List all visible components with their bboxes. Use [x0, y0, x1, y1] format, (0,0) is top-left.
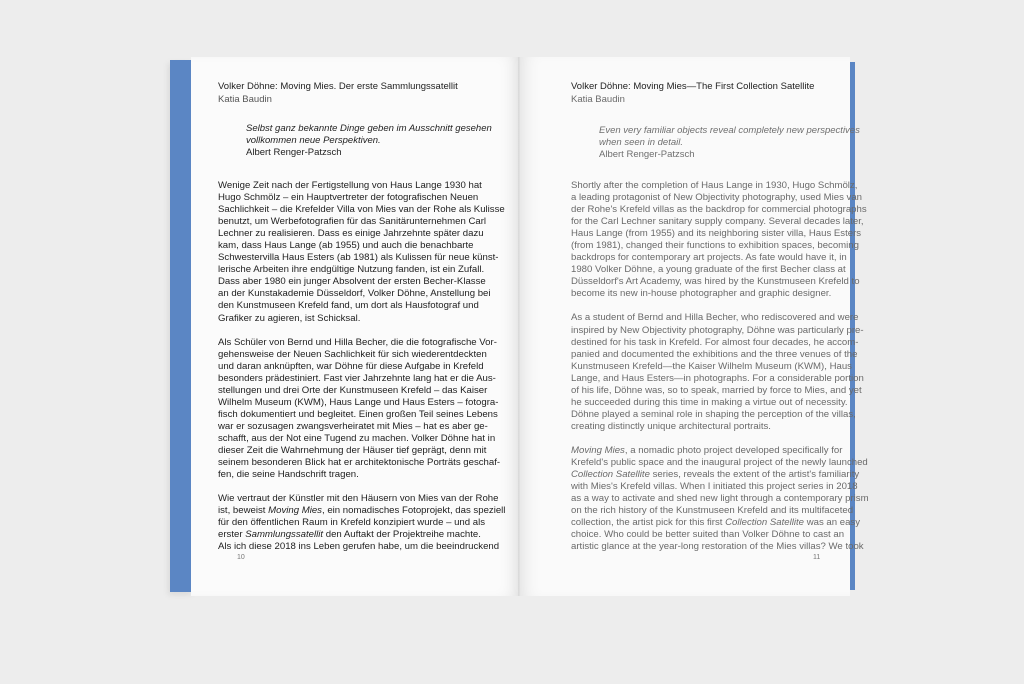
text-line: for the Carl Lechner sanitary supply company. Several decades later,	[571, 216, 864, 228]
text-line: 1980 Volker Döhne, a young graduate of the first Becher class at	[571, 264, 846, 276]
text-line: schafft, aus der Not eine Tugend zu machen. Volker Döhne hat in	[218, 432, 496, 444]
text-line: benutzt, um Werbefotografien für das Sanitärunternehmen Carl	[218, 216, 487, 228]
text-line: artistic glance at the year-long restoration of the Mies villas? We took	[571, 541, 864, 553]
text-line: für den öffentlichen Raum in Krefeld konzipiert wurde – und als	[218, 517, 486, 529]
page-author: Katia Baudin	[571, 94, 625, 105]
text-line: inspired by New Objectivity photography, Döhne was particularly pre-	[571, 324, 864, 336]
text-line: on the rich history of the Kunstmuseen Krefeld and its multifaceted	[571, 505, 854, 517]
epigraph-line: vollkommen neue Perspektiven.	[246, 135, 381, 146]
text-line: dieser Zeit die Wahrnehmung der Häuser tief geprägt, denn mit	[218, 444, 487, 456]
page-number: 10	[237, 554, 245, 561]
right-page	[520, 57, 869, 596]
text-line: a leading protagonist of New Objectivity photography, used Mies van	[571, 192, 862, 204]
page-title: Volker Döhne: Moving Mies—The First Collection Satellite	[571, 81, 815, 92]
text-line: Moving Mies, a nomadic photo project developed specifically for	[571, 444, 843, 456]
paragraph	[218, 493, 505, 553]
text-line: an der Kunstakademie Düsseldorf, Volker Döhne, Anstellung bei	[218, 288, 491, 300]
text-line: Haus Lange (from 1955) and its neighboring sister villa, Haus Esters	[571, 228, 862, 240]
emphasis: Moving Mies	[571, 444, 625, 456]
text-line: erster Sammlungssatellit den Auftakt der Projektreihe machte.	[218, 529, 481, 541]
text-line: war er sozusagen zwangsverheiratet mit Mies – hat es aber ge-	[218, 420, 488, 432]
text-line: of his life, Döhne was, so to speak, married by force to Mies, and yet	[571, 384, 862, 396]
text-line: Sachlichkeit – die Krefelder Villa von Mies van der Rohe als Kulisse	[218, 204, 505, 216]
text-line: Lange, and Haus Esters—in photographs. For a considerable portion	[571, 372, 864, 384]
text-line: Wenige Zeit nach der Fertigstellung von Haus Lange 1930 hat	[218, 180, 482, 191]
text-line: become its new in-house photographer and graphic designer.	[571, 288, 832, 300]
text-line: he succeeded during this time in making a virtue out of necessity.	[571, 396, 848, 408]
text-line: Düsseldorf's Art Academy, was hired by the Kunstmuseen Krefeld to	[571, 276, 860, 288]
text-line: stellungen und drei Orte der Kunstmuseen Krefeld – das Kaiser	[218, 384, 488, 396]
text-line: Kunstmuseen Krefeld—the Kaiser Wilhelm Museum (KWM), Haus	[571, 360, 852, 372]
text-line: creating distinctly unique architectural portraits.	[571, 420, 771, 432]
emphasis: Moving Mies	[268, 505, 322, 517]
text-line: lerische Arbeiten ihre endgültige Nutzung fanden, ist ein Zufall.	[218, 264, 485, 276]
paragraph	[571, 445, 869, 553]
epigraph-line: Even very familiar objects reveal completely new perspectives	[599, 125, 860, 136]
epigraph-author: Albert Renger-Patzsch	[246, 147, 342, 158]
emphasis: Sammlungssatellit	[245, 529, 324, 541]
text-line: fisch dokumentiert und begleitet. Einen großen Teil seines Lebens	[218, 408, 498, 420]
text-line: Grafiker zu agieren, ist Schicksal.	[218, 312, 361, 324]
epigraph	[246, 123, 492, 159]
text-line: und daran anknüpften, war Döhne für diese Aufgabe in Krefeld	[218, 360, 484, 372]
text-line: (from 1981), changed their functions to exhibition spaces, becoming	[571, 240, 859, 252]
emphasis: Collection Satellite	[571, 469, 650, 481]
paragraph	[571, 180, 869, 300]
text-line: As a student of Bernd and Hilla Becher, who rediscovered and were	[571, 312, 859, 324]
text-line: with Mies's Krefeld villas. When I initiated this project series in 2018	[571, 481, 858, 493]
text-line: Lechner zu realisieren. Dass es einige Jahrzehnte später dazu	[218, 228, 484, 240]
text-line: ist, beweist Moving Mies, ein nomadisches Fotoprojekt, das speziell	[218, 505, 506, 517]
text-line: Als Schüler von Bernd und Hilla Becher, die die fotografische Vor-	[218, 336, 497, 348]
text-line: kam, dass Haus Lange (ab 1955) und auch die benachbarte	[218, 240, 474, 252]
text-line: Collection Satellite series, reveals the extent of the artist's familiarity	[571, 469, 860, 481]
body-text	[571, 180, 869, 553]
emphasis: Collection Satellite	[725, 517, 805, 529]
text-line: gehensweise der Neuen Sachlichkeit für sich wiederentdeckten	[218, 348, 487, 360]
text-line: choice. Who could be better suited than Volker Döhne to cast an	[571, 529, 845, 541]
text-line: backdrops for contemporary art projects. As fate would have it, in	[571, 252, 847, 264]
epigraph	[599, 125, 860, 161]
epigraph-line: when seen in detail.	[599, 137, 683, 148]
page-title: Volker Döhne: Moving Mies. Der erste Sammlungssatellit	[218, 81, 458, 92]
epigraph-author: Albert Renger-Patzsch	[599, 149, 695, 160]
page-author: Katia Baudin	[218, 94, 272, 105]
text-line: destined for his task in Krefeld. For almost four decades, he accom-	[571, 336, 859, 348]
epigraph-line: Selbst ganz bekannte Dinge geben im Ausschnitt gesehen	[246, 123, 492, 134]
text-line: der Rohe's Krefeld villas as the backdrop for commercial photographs	[571, 204, 867, 216]
page-number: 11	[813, 554, 821, 561]
text-line: Shortly after the completion of Haus Lange in 1930, Hugo Schmölz,	[571, 180, 858, 191]
text-line: panied and documented the exhibitions and the three venues of the	[571, 348, 858, 360]
text-line: fen, die seine Handschrift tragen.	[218, 469, 359, 481]
paragraph	[571, 312, 869, 432]
text-line: Wilhelm Museum (KWM), Haus Lange und Haus Esters – fotogra-	[218, 396, 499, 408]
text-line: Schwestervilla Haus Esters (ab 1981) als Kulissen für neue künst-	[218, 252, 499, 264]
text-line: Döhne played a seminal role in shaping the perception of the villas,	[571, 408, 856, 420]
body-text	[218, 180, 505, 553]
text-line: Krefeld's public space and the inaugural project of the newly launched	[571, 456, 868, 468]
text-line: seinem besonderen Blick hat er architektonische Porträts geschaf-	[218, 457, 501, 469]
text-line: besonders prädestiniert. Fast vier Jahrzehnte lang hat er die Aus-	[218, 372, 496, 384]
text-line: den Kunstmuseen Krefeld fand, um dort als Hausfotograf und	[218, 300, 479, 312]
paragraph	[218, 180, 505, 325]
text-line: Hugo Schmölz – ein Hauptvertreter der fotografischen Neuen	[218, 192, 479, 204]
paragraph	[218, 337, 505, 482]
text-line: Wie vertraut der Künstler mit den Häusern von Mies van der Rohe	[218, 493, 499, 505]
text-line: Dass aber 1980 ein junger Absolvent der ersten Becher-Klasse	[218, 276, 486, 288]
left-page	[191, 57, 520, 596]
text-line: collection, the artist pick for this first Collection Satellite was an easy	[571, 517, 861, 529]
text-line: as a way to activate and shed new light through a contemporary prism	[571, 493, 869, 505]
text-line: Als ich diese 2018 ins Leben gerufen habe, um die beeindruckend	[218, 541, 500, 553]
